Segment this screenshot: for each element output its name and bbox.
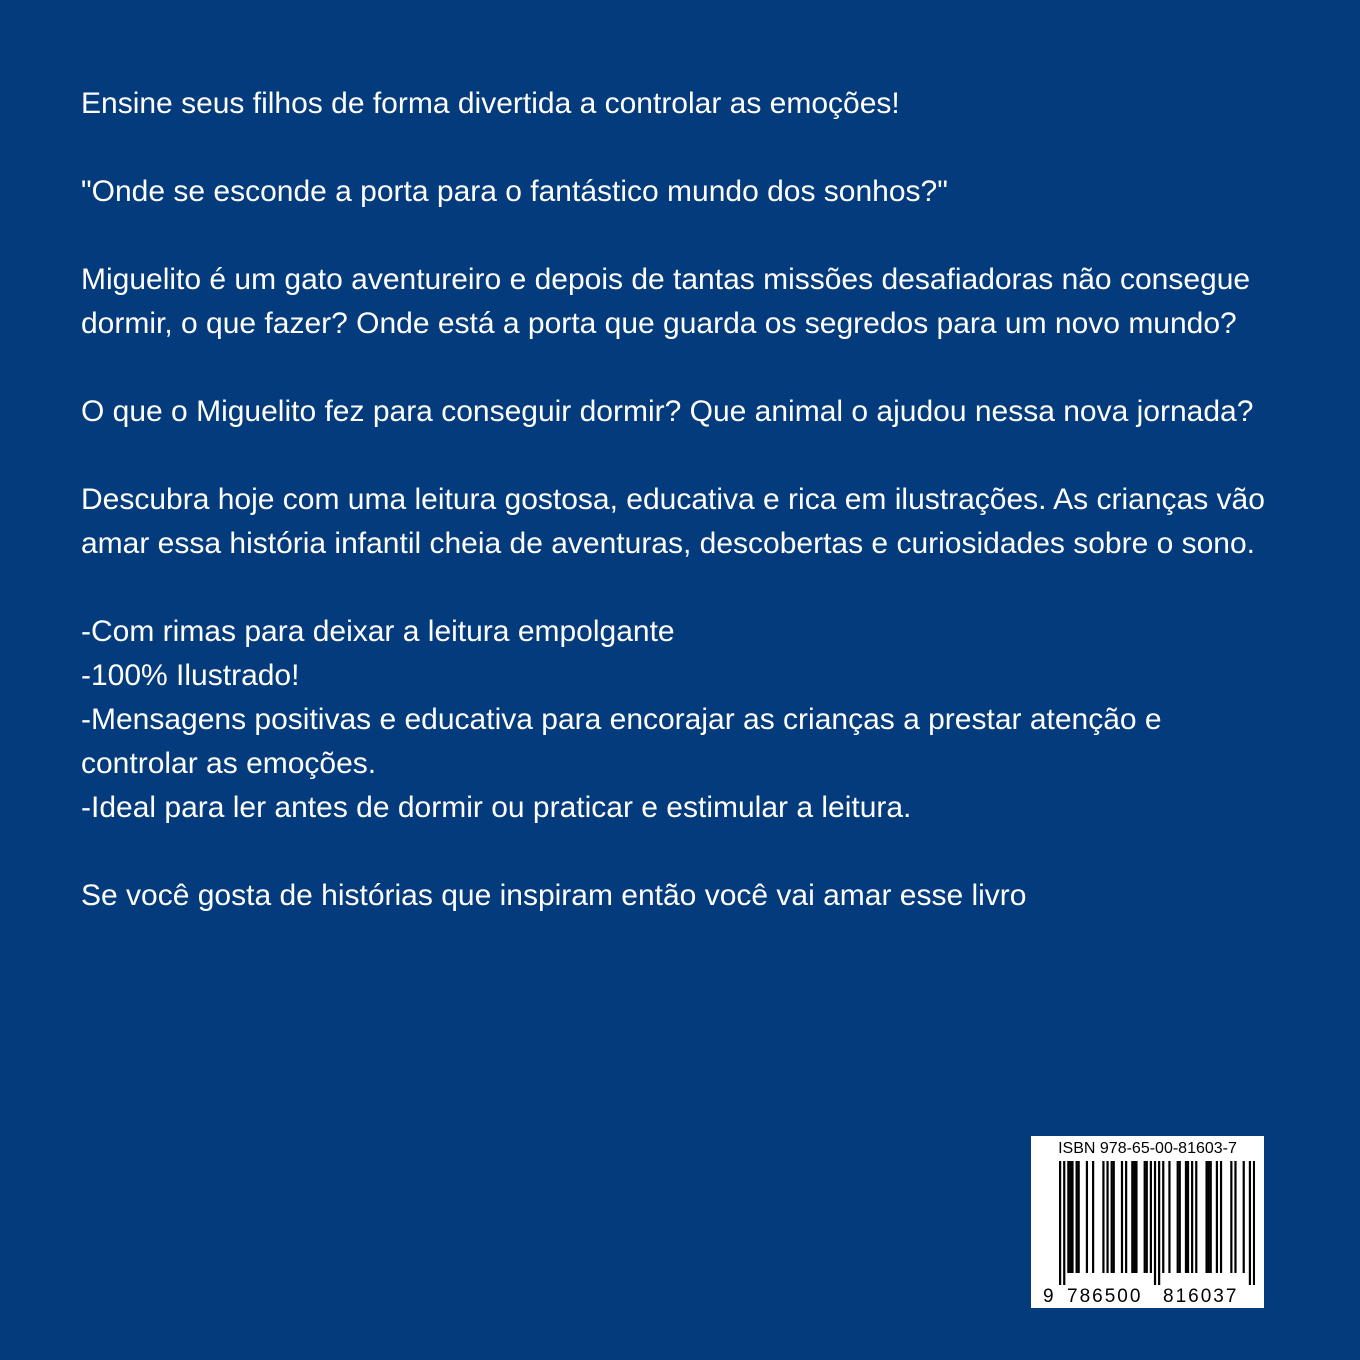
barcode-bar [1177,1161,1179,1273]
barcode-bar [1191,1161,1193,1273]
questions-paragraph: O que o Miguelito fez para conseguir dormir? Que animal o ajudou nessa nova jornada? [81,395,1254,428]
barcode-bar [1092,1161,1094,1273]
barcode-bar [1086,1161,1088,1273]
barcode-bar [1195,1161,1197,1273]
barcode-bar [1071,1161,1073,1273]
question-quote: "Onde se esconde a porta para o fantástico mundo dos sonhos?" [81,175,948,208]
intro-paragraph: Ensine seus filhos de forma divertida a controlar as emoções! [81,87,900,120]
barcode-bar [1059,1161,1061,1285]
barcode-bar [1125,1161,1127,1273]
discover-paragraph: Descubra hoje com uma leitura gostosa, educativa e rica em ilustrações. As crianças vão amar essa história infantil cheia de aventuras, descobertas e curiosidades sobre o sono. [81,483,1265,560]
feature-item: -Mensagens positivas e educativa para encorajar as crianças a prestar atenção e controlar as emoções. [81,703,1162,780]
barcode-bar [1146,1161,1148,1273]
closing-line: Se você gosta de histórias que inspiram então você vai amar esse livro [81,879,1027,912]
barcode-bar [1187,1161,1189,1273]
barcode-bar [1154,1161,1156,1285]
isbn-label: ISBN 978-65-00-81603-7 [1058,1140,1237,1157]
feature-item: -100% Ilustrado! [81,659,300,692]
story-paragraph: Miguelito é um gato aventureiro e depois de tantas missões desafiadoras não consegue dormir, o que fazer? Onde está a porta que guarda os segredos para um novo mundo? [81,263,1251,340]
barcode-bar [1133,1161,1135,1273]
barcode-bar [1111,1161,1113,1273]
barcode-bar [1243,1161,1245,1273]
barcode-bar [1168,1161,1170,1273]
barcode-bar [1216,1161,1218,1273]
barcode-left-group: 786500 [1067,1286,1143,1307]
barcode-bar [1210,1161,1212,1273]
barcode-bar [1078,1161,1080,1273]
back-cover-text [81,82,1281,962]
barcode-bar [1131,1161,1133,1273]
barcode-icon [1059,1161,1255,1285]
feature-list [81,610,1281,830]
barcode-bar [1205,1161,1207,1273]
isbn-barcode [1031,1136,1264,1308]
barcode-bar [1162,1161,1164,1273]
barcode-bar [1102,1161,1104,1273]
barcode-bar [1067,1161,1069,1273]
barcode-first-digit: 9 [1043,1286,1054,1307]
barcode-bar [1121,1161,1123,1273]
barcode-bar [1253,1161,1255,1285]
barcode-bar [1135,1161,1137,1273]
barcode-bar [1106,1161,1108,1273]
barcode-bar [1249,1161,1251,1285]
feature-item: -Com rimas para deixar a leitura empolgante [81,615,675,648]
barcode-bar [1076,1161,1078,1273]
barcode-bar [1069,1161,1071,1273]
barcode-bar [1220,1161,1222,1273]
barcode-bar [1063,1161,1065,1285]
barcode-bar [1208,1161,1210,1273]
barcode-bar [1179,1161,1181,1273]
barcode-bar [1230,1161,1232,1273]
feature-item: -Ideal para ler antes de dormir ou praticar e estimular a leitura. [81,791,912,824]
barcode-bar [1144,1161,1146,1273]
barcode-bar [1185,1161,1187,1273]
barcode-bar [1158,1161,1160,1285]
barcode-right-group: 816037 [1163,1286,1239,1307]
barcode-bar [1150,1161,1152,1273]
barcode-bar [1234,1161,1236,1273]
barcode-bar [1113,1161,1115,1273]
